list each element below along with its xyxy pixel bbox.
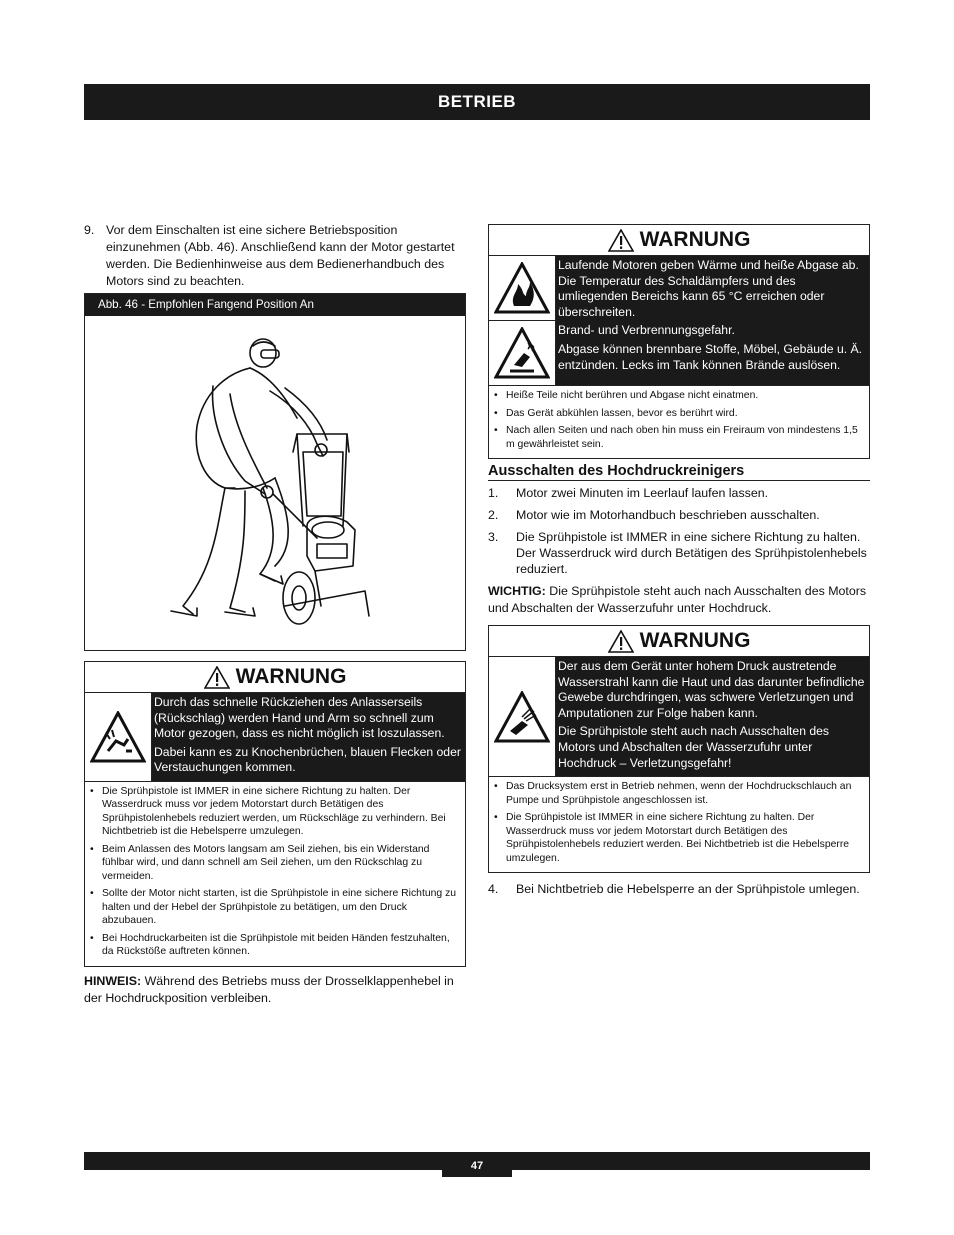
important-note xyxy=(488,583,870,617)
list-item: 4. Bei Nichtbetrieb die Hebelsperre an der Sprühpistole umlegen. xyxy=(488,882,860,897)
list-item: 1. Motor zwei Minuten im Leerlauf laufen lassen. xyxy=(488,486,769,500)
list-item: • Die Sprühpistole ist IMMER in eine sichere Richtung zu halten. Der Wasserdruck muss vor jedem Motorstart durch Betätigen des Sprühpistolenhebels reduziert werden. Bei Nichtbetrieb ist die Hebelsperre umzulegen. xyxy=(489,811,863,865)
hazard-text: Brand- und Verbrennungsgefahr. xyxy=(558,323,735,338)
list-item: • Das Gerät abkühlen lassen, bevor es berührt wird. xyxy=(489,407,863,421)
hazard-text: Die Sprühpistole steht auch nach Ausschalten des Motors und Abschalten der Wasserzufuhr unter Hochdruck – Verletzungsgefahr! xyxy=(558,724,830,770)
hazard-text: Der aus dem Gerät unter hohem Druck austretende Wasserstrahl kann die Haut und das darunter befindliche Gewebe durchdringen, was schwere Verletzungen und Amputationen zur Folge haben kann. xyxy=(558,659,865,720)
list-item: • Bei Hochdruckarbeiten ist die Sprühpistole mit beiden Händen festzuhalten, da Rückstöße auftreten können. xyxy=(85,932,459,959)
kickback-hand-icon xyxy=(90,711,146,763)
list-item: • Beim Anlassen des Motors langsam am Seil ziehen, bis ein Widerstand fühlbar wird, und dann schnell am Seil ziehen, um den Rückschlag zu vermeiden. xyxy=(85,843,459,884)
list-item: 2. Motor wie im Motorhandbuch beschrieben ausschalten. xyxy=(488,508,820,522)
shutdown-steps xyxy=(488,485,870,577)
hazard-text: Abgase können brennbare Stoffe, Möbel, Gebäude u. Ä. entzünden. Lecks im Tank können Brände auslösen. xyxy=(558,341,863,372)
section-header: BETRIEB xyxy=(84,84,870,120)
right-column xyxy=(488,224,870,903)
note xyxy=(84,973,466,1007)
warning-box-heat xyxy=(488,224,870,459)
figure-caption: Abb. 46 - Empfohlen Fangend Position An xyxy=(85,294,465,316)
step-number: 9. xyxy=(84,223,95,237)
high-pressure-injection-icon xyxy=(494,691,550,743)
hazard-text: Laufende Motoren geben Wärme und heiße Abgase ab. Die Temperatur des Schaldämpfers und des umliegenden Bereichs kann 65 °C erreichen oder überschreiten. xyxy=(558,258,859,319)
warning-title: WARNUNG xyxy=(639,629,751,652)
important-text: Die Sprühpistole steht auch nach Ausschalten des Motors und Abschalten der Wasserzufuhr unter Hochdruck. xyxy=(488,584,867,615)
important-label: WICHTIG: xyxy=(488,584,546,598)
warning-title: WARNUNG xyxy=(639,228,751,251)
hazard-text: Dabei kann es zu Knochenbrüchen, blauen Flecken oder Verstauchungen kommen. xyxy=(154,744,461,775)
left-column xyxy=(84,222,466,1007)
list-item: • Heiße Teile nicht berühren und Abgase nicht einatmen. xyxy=(489,389,863,403)
warning-box-pressure xyxy=(488,625,870,873)
list-item: • Das Drucksystem erst in Betrieb nehmen, wenn der Hochdruckschlauch an Pumpe und Sprühpistole angeschlossen ist. xyxy=(489,780,863,807)
note-label: HINWEIS: xyxy=(84,973,142,988)
hazard-text: Durch das schnelle Rückziehen des Anlasserseils (Rückschlag) werden Hand und Arm so schnell zum Motor gezogen, dass es nicht möglich ist loszulassen. xyxy=(154,695,445,741)
figure-46 xyxy=(84,293,466,651)
step-4 xyxy=(488,881,870,897)
warning-bullets xyxy=(85,781,465,966)
step-text: Vor dem Einschalten ist eine sichere Betriebsposition einzunehmen (Abb. 46). Anschließend kann der Motor gestartet werden. Die Bedienhinweise aus dem Bedienerhandbuch des Motors sind zu beachten. xyxy=(106,223,455,288)
list-item: • Nach allen Seiten und nach oben hin muss ein Freiraum von mindestens 1,5 m gewährleistet sein. xyxy=(489,424,863,451)
step-9 xyxy=(84,222,466,290)
warning-title: WARNUNG xyxy=(235,665,347,688)
note-text: Während des Betriebs muss der Drosselklappenhebel in der Hochdruckposition verbleiben. xyxy=(84,973,454,1005)
list-item: 3. Die Sprühpistole ist IMMER in eine sichere Richtung zu halten. Der Wasserdruck wird durch Betätigen des Sprühpistolenhebels reduziert. xyxy=(488,530,867,576)
warning-triangle-icon xyxy=(608,229,634,252)
warning-triangle-icon xyxy=(204,666,230,689)
fire-icon xyxy=(494,262,550,314)
section-title: Ausschalten des Hochdruckreinigers xyxy=(488,463,870,481)
warning-box-kickback xyxy=(84,661,466,967)
operator-illustration xyxy=(85,316,465,649)
page-number: 47 xyxy=(442,1152,512,1177)
warning-bullets xyxy=(489,385,869,458)
warning-bullets xyxy=(489,776,869,872)
list-item: • Sollte der Motor nicht starten, ist die Sprühpistole in eine sichere Richtung zu halten und der Hebel der Sprühpistole zu betätigen, um den Druck abzubauen. xyxy=(85,887,459,928)
warning-triangle-icon xyxy=(608,630,634,653)
list-item: • Die Sprühpistole ist IMMER in eine sichere Richtung zu halten. Der Wasserdruck muss vor jedem Motorstart durch Betätigen des Sprühpistolenhebels reduziert werden, um Rückschläge zu verhindern. Bei Nichtbetrieb ist die Hebelsperre umzulegen. xyxy=(85,785,459,839)
hot-surface-icon xyxy=(494,327,550,379)
